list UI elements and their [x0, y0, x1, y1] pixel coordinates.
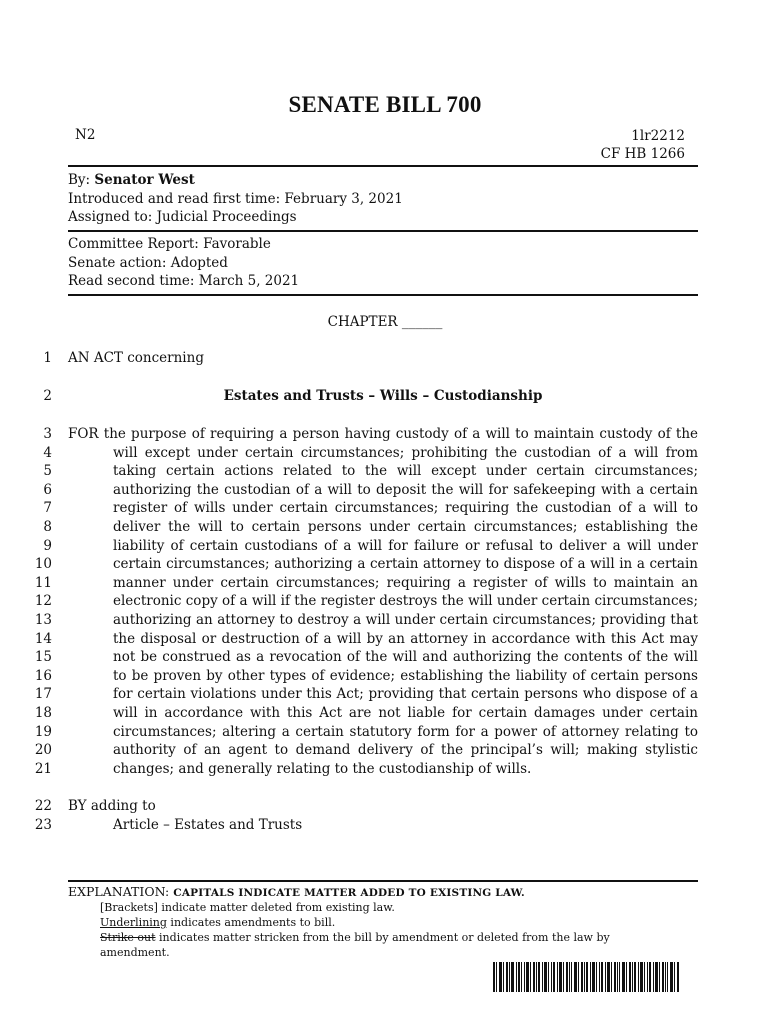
purpose-line: certain circumstances; authorizing a certain attorney to dispose of a will in a certain: [113, 556, 698, 573]
underline-mark: Underlining: [100, 916, 167, 929]
header-rule: [68, 165, 698, 167]
committee-block: [68, 235, 299, 291]
line-number: 8: [43, 519, 52, 535]
explanation-brackets: [100, 901, 395, 914]
act-intro: AN ACT concerning: [68, 350, 204, 366]
second-reading: Read second time: March 5, 2021: [68, 273, 300, 289]
purpose-line: authorizing the custodian of a will to deposit the will for safekeeping with a certain: [113, 481, 698, 498]
purpose-line: to be proven by other types of evidence; establishing the liability of certain persons: [113, 667, 698, 684]
senate-action: Senate action: Adopted: [68, 254, 228, 271]
line-number: 16: [34, 667, 52, 684]
line-number: 23: [34, 817, 52, 833]
explanation-strike: [100, 931, 610, 944]
line-number: 18: [34, 705, 52, 721]
sponsor-block: [68, 171, 403, 227]
explanation-strike-cont: amendment.: [100, 946, 170, 959]
purpose-line: the disposal or destruction of a will by an attorney in accordance with this Act may: [113, 630, 698, 647]
line-number: 7: [43, 500, 52, 517]
line-number: 12: [34, 593, 52, 610]
barcode-image: [493, 962, 679, 992]
line-number: 9: [43, 537, 52, 554]
purpose-line: authority of an agent to demand delivery of the principal’s will; making stylistic: [113, 742, 698, 759]
line-number: 15: [34, 649, 52, 666]
purpose-line: will in accordance with this Act are not liable for certain damages under certain: [113, 705, 698, 721]
purpose-line: deliver the will to certain persons under certain circumstances; establishing the: [113, 519, 698, 535]
purpose-line: liability of certain custodians of a will for failure or refusal to deliver a will under: [113, 537, 698, 554]
line-number: 2: [43, 388, 52, 404]
chapter-line: CHAPTER ______: [327, 314, 443, 330]
purpose-line: electronic copy of a will if the register destroys the will under certain circumstances;: [113, 593, 698, 610]
purpose-line: will except under certain circumstances; prohibiting the custodian of a will from: [113, 444, 698, 461]
purpose-line: changes; and generally relating to the custodianship of wills.: [113, 760, 532, 777]
underline-text: indicates amendments to bill.: [166, 916, 336, 929]
assigned-line: Assigned to: Judicial Proceedings: [68, 209, 297, 225]
line-number: 11: [34, 574, 52, 591]
line-number: 6: [43, 481, 52, 498]
purpose-line: authorizing an attorney to destroy a will under certain circumstances; providing that: [113, 612, 698, 628]
brackets-mark: [Brackets]: [100, 901, 158, 914]
by-adding-line: BY adding to: [68, 798, 156, 814]
line-number: 13: [34, 612, 52, 628]
strike-mark: Strike out: [100, 931, 156, 944]
explanation-heading: [68, 884, 525, 899]
sponsor-name: Senator West: [94, 172, 195, 188]
purpose-line: manner under certain circumstances; requiring a register of wills to maintain an: [113, 574, 698, 591]
purpose-line: for certain violations under this Act; providing that certain persons who dispose of a: [113, 686, 698, 703]
sponsor-rule: [68, 230, 698, 232]
explanation-caps: CAPITALS INDICATE MATTER ADDED TO EXISTING LAW.: [173, 887, 525, 899]
article-line: Article – Estates and Trusts: [113, 817, 303, 833]
purpose-line: circumstances; altering a certain statutory form for a power of attorney relating to: [113, 723, 698, 740]
purpose-line: FOR the purpose of requiring a person having custody of a will to maintain custody of the: [68, 426, 698, 442]
footer-rule: [68, 880, 698, 882]
purpose-line: register of wills under certain circumstances; requiring the custodian of a will to: [113, 500, 698, 517]
drafting-codes: [601, 127, 685, 163]
sponsor-line: [68, 171, 403, 190]
line-number: 3: [43, 426, 52, 442]
line-number: 10: [34, 556, 52, 573]
barcode-bars: [493, 962, 679, 992]
line-number: 17: [34, 686, 52, 703]
line-number: 20: [34, 742, 52, 759]
purpose-line: taking certain actions related to the will except under certain circumstances;: [113, 463, 698, 480]
line-number: 5: [43, 463, 52, 480]
purpose-line: not be construed as a revocation of the will and authorizing the contents of the will: [113, 649, 698, 666]
by-label: By:: [68, 172, 91, 188]
bill-title: SENATE BILL 700: [288, 92, 482, 117]
line-number: 1: [43, 350, 52, 366]
lr-number: 1lr2212: [631, 128, 685, 144]
committee-report: Committee Report: Favorable: [68, 236, 271, 252]
explanation-label: EXPLANATION:: [68, 884, 170, 899]
line-number: 14: [34, 630, 52, 647]
line-number: 22: [34, 798, 52, 814]
cross-file: CF HB 1266: [600, 146, 685, 162]
committee-rule: [68, 294, 698, 296]
introduced-line: Introduced and read first time: February 3, 2021: [68, 190, 403, 207]
strike-text: indicates matter stricken from the bill by amendment or deleted from the law by: [155, 931, 610, 944]
line-number: 19: [34, 723, 52, 740]
brackets-text: indicate matter deleted from existing law.: [157, 901, 395, 914]
line-number: 4: [43, 444, 52, 461]
subject-code: N2: [75, 127, 96, 143]
line-number: 21: [34, 760, 52, 777]
explanation-underline: [100, 916, 335, 929]
bill-heading: Estates and Trusts – Wills – Custodianship: [223, 388, 543, 404]
